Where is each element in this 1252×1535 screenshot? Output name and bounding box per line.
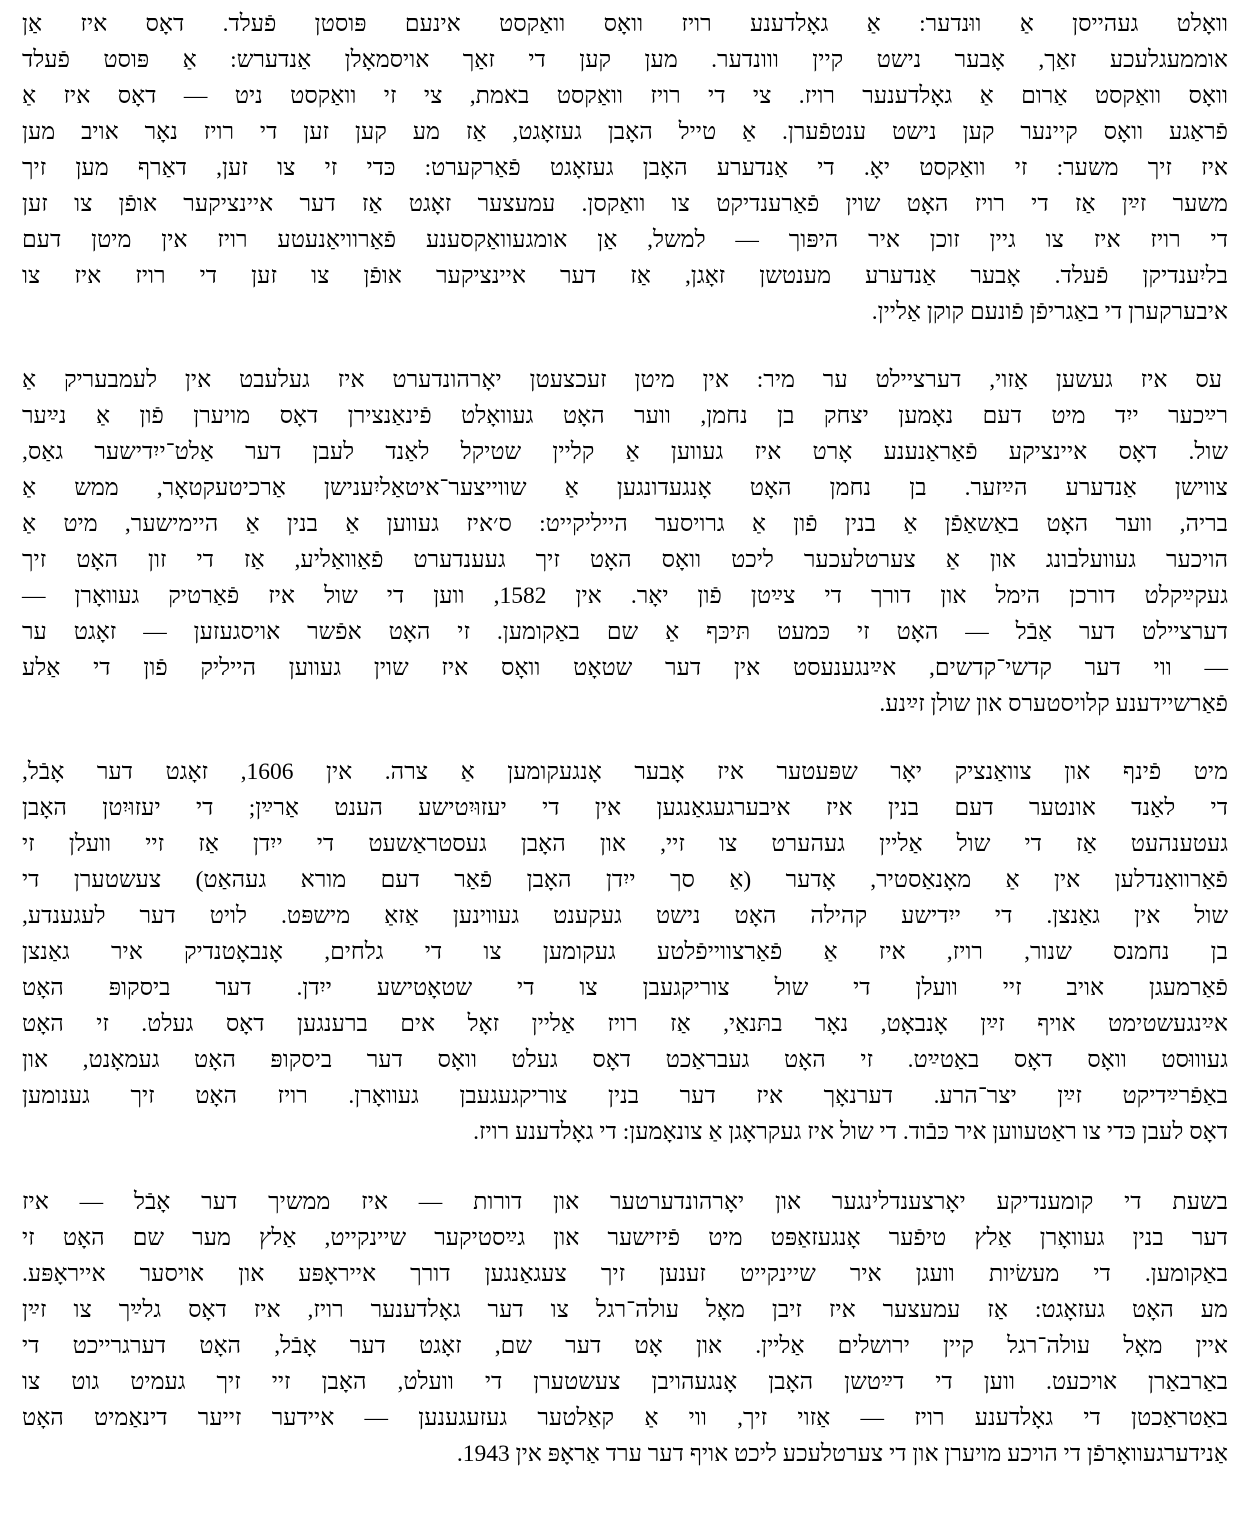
text-line: געקײַקלט דורכן הימל און דורך די צײַטן פֿון יאָר. אין 1582, ווען די שול איז פֿאַרטיק געוואָרן — (22, 583, 1228, 609)
text-line: דערציילט דער אַבֿל — האָט זי כּמעט תּיכּף אַ שם באַקומען. זי האָט אפֿשר אויסגעזען — זאָגט ער (22, 619, 1228, 645)
text-line: פֿראַגע וואָס קיינער קען נישט ענטפֿערן. אַ טייל האָבן געזאָגט, אַז מע קען זען די רויז נאָר אויב מען (22, 119, 1228, 145)
text-line: מיט פֿינף און צוואַנציק יאָר שפּעטער איז אָבער אָנגעקומען אַ צרה. אין 1606, זאָגט דער אָבֿל, (22, 759, 1228, 785)
text-line: הויכער געוועלבונג און אַ צערטלעכער ליכט וואָס האָט זיך געענדערט פֿאַוואַליע, אַז די זון האָט זיך (22, 547, 1228, 573)
text-line: משער זײַן אַז די רויז האָט שוין פֿאַרענדיקט צו וואַקסן. עמעצער זאָגט אַז דער איינציקער אופֿן צו זען (22, 191, 1228, 217)
text-line: געוווּסט וואָס דאָס באַטײַט. זי האָט געבראַכט דאָס געלט וואָס דער ביסקופּ האָט געמאָנט, און (22, 1047, 1228, 1073)
text-line: די לאַנד אונטער דעם בנין איז איבערגעגאַנגען אין די יעזוּיִטישע הענט אַרײַן; די יעזוּיִטן האָבן (22, 795, 1228, 821)
text-line: פֿאַרוואַנדלען אין אַ מאָנאַסטיר, אָדער (אַ סך ייִדן האָבן פֿאַר דעם מורא געהאַט) צעשטערן די (22, 867, 1228, 893)
text-line: בן נחמנס שנור, רויז, איז אַ פֿאַרצווייפֿלטע געקומען צו די גלחים, אָנבאָטנדיק איר גאַנצן (22, 939, 1228, 965)
text-line: פֿאַרשיידענע קלויסטערס און שולן זײַנע. (879, 691, 1228, 717)
text-line: בשעת די קומענדיקע יאָרצענדלינגער און יאָרהונדערטער און דורות — איז ממשיך דער אָבֿל — איז (22, 1189, 1228, 1215)
text-line: איז זיך משער: זי וואַקסט יאָ. די אַנדערע האָבן געזאָגט פֿאַרקערט: כּדי זי צו זען, דאַרף מען זיך (22, 155, 1228, 181)
text-line: בליִענדיקן פֿעלד. אָבער אַנדערע מענטשן זאָגן, אַז דער איינציקער אופֿן צו זען די רויז איז צו (22, 263, 1228, 289)
text-line: באַפֿרײַדיקט זײַן יצר־הרע. דערנאָך איז דער בנין צוריקגעגעבן געוואָרן. רויז האָט זיך גענומען (22, 1083, 1228, 1109)
text-line: אַנידערגעוואָרפֿן די הויכע מויערן און די צערטלעכע ליכט אויף דער ערד אַראָפּ אין 1943. (456, 1441, 1228, 1467)
text-line: איין מאָל עולה־רגל קיין ירושלים אַליין. און אָט דער שם, זאָגט דער אָבֿל, האָט דערגרייכט די (22, 1333, 1228, 1359)
text-line: באַקומען. די מעשׂיות וועגן איר שיינקייט זענען זיך צעגאַנגען דורך אייראָפּע און אויסער אייראָפּע. (22, 1261, 1228, 1287)
text-line: באַרבאַרן אויכעט. ווען די דײַטשן האָבן אָנגעהויבן צעשטערן די וועלט, האָבן זיי זיך געמיט גוט צו (22, 1369, 1228, 1395)
paragraph-1 (22, 6, 1228, 330)
text-line: בריה, ווער האָט באַשאַפֿן אַ בנין פֿון אַ גרויסער הייליקייט: ס׳איז געווען אַ בנין אַ היימישער, מיט אַ (22, 511, 1228, 537)
text-line: פֿאַרמעגן אויב זיי וועלן די שול צוריקגעבן צו די שטאָטישע ייִדן. דער ביסקופּ האָט (22, 975, 1228, 1001)
text-line: מע האָט געזאָגט: אַז עמעצער איז זיבן מאָל עולה־רגל צו דער גאָלדענער רויז, איז דאָס גלײַך צו זײַן (22, 1297, 1228, 1323)
text-line: שול. דאָס איינציקע פֿאַראַנענע אָרט איז געווען אַ קליין שטיקל לאַנד לעבן דער אַלט־ייִדישער גאַס, (22, 439, 1228, 465)
text-line: — ווי דער קדשי־קדשים, אײַנגענעסט אין דער שטאָט וואָס איז שוין געווען הייליק פֿון די אַלע (22, 655, 1228, 681)
text-line: דאָס לעבן כּדי צו ראַטעווען איר כּבֿוד. די שול איז געקראָגן אַ צונאָמען: די גאָלדענע רויז. (473, 1119, 1228, 1145)
text-line: באַטראַכטן די גאָלדענע רויז — אַזוי זיך, ווי אַ קאַלטער געזעגענען — איידער זייער דינאַמיט האָט (22, 1405, 1228, 1431)
paragraph-2 (22, 362, 1228, 722)
text-line: איבערקערן די באַגריפֿן פֿונעם קוקן אַליין. (871, 299, 1228, 325)
text-line: רײַכער ייִד מיט דעם נאָמען יצחק בן נחמן, ווער האָט געוואָלט פֿינאַנצירן דאָס מויערן פֿון אַ נײַער (22, 403, 1228, 429)
text-line: עס איז געשען אַזוי, דערציילט ער מיר: אין מיטן זעכצעטן יאָרהונדערט איז געלעבט אין לעמבעריק אַ (22, 367, 1222, 393)
text-line: וואָס וואַקסט אַרום אַ גאָלדענער רויז. צי די רויז וואַקסט באמת, צי זי וואַקסט ניט — דאָס איז אַ (22, 83, 1228, 109)
text-line: צווישן אַנדערע הײַזער. בן נחמן האָט אָנגעדונגען אַ שווייצער־איטאַליִענישן אַרכיטעקטאָר, ממש אַ (22, 475, 1228, 501)
text-line: אוממעגלעכע זאַך, אָבער נישט קיין ווונדער. מען קען די זאַך אויסמאָלן אַנדערש: אַ פּוסט פֿעלד (22, 47, 1228, 73)
text-line: געטענהעט אַז די שול אַליין געהערט צו זיי, און האָבן געסטראַשעט די ייִדן אַז זיי וועלן זי (22, 831, 1228, 857)
paragraph-3 (22, 754, 1228, 1150)
text-line: שול אין גאַנצן. די ייִדישע קהילה האָט נישט געקענט געווינען אַזאַ מישפּט. לויט דער לעגענדע, (22, 903, 1228, 929)
text-line: די רויז איז צו גיין זוכן איר היפּוך — למשל, אַן אומגעוואַקסענע פֿאַרוויאַנעטע רויז אין מיטן דעם (22, 227, 1228, 253)
text-line: וואָלט געהייסן אַ ווּנדער: אַ גאָלדענע רויז וואָס וואַקסט אינעם פּוסטן פֿעלד. דאָס איז אַן (22, 11, 1228, 37)
paragraph-4 (22, 1184, 1228, 1472)
text-line: דער בנין געוואָרן אַלץ טיפֿער אָנגעזאַפּט מיט פֿיזישער און גײַסטיקער שיינקייט, אַלץ מער שם האָט זי (22, 1225, 1228, 1251)
text-line: אײַנגעשטימט אויף זײַן אָנבאָט, נאָר בתּנאַי, אַז רויז אַליין זאָל אים ברענגען דאָס געלט. זי האָט (22, 1011, 1228, 1037)
